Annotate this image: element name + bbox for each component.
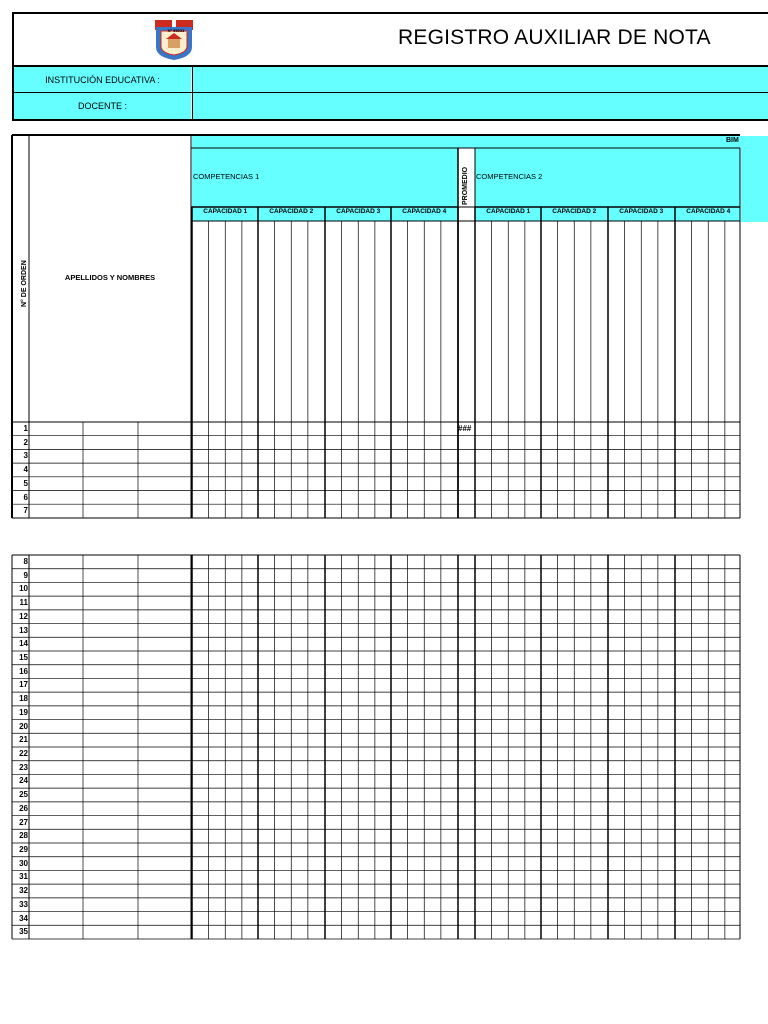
row-number: 8 xyxy=(23,557,28,566)
row-number: 13 xyxy=(19,625,28,635)
row-number: 33 xyxy=(19,899,28,909)
capacidad-1-4-label: CAPACIDAD 4 xyxy=(402,208,447,215)
badge-text: N° 55031 xyxy=(167,28,185,33)
row-number: 5 xyxy=(23,478,28,488)
row-number: 29 xyxy=(19,845,28,854)
row-number: 34 xyxy=(19,913,28,923)
row-number: 2 xyxy=(23,437,28,447)
capacidad-2-2-label: CAPACIDAD 2 xyxy=(552,208,597,215)
capacidad-1-3-label: CAPACIDAD 3 xyxy=(336,208,381,215)
names-header: APELLIDOS Y NOMBRES xyxy=(64,273,156,282)
institution-label: INSTITUCIÓN EDUCATIVA : xyxy=(14,67,191,92)
row-number: 26 xyxy=(19,803,28,813)
row-number: 6 xyxy=(23,492,28,502)
bimester-band xyxy=(192,136,768,148)
row-number: 25 xyxy=(19,790,28,800)
row-number: 1 xyxy=(23,424,28,433)
row-number: 17 xyxy=(19,680,28,690)
row-number: 35 xyxy=(19,927,28,937)
row-number: 27 xyxy=(19,817,28,827)
row-number: 4 xyxy=(23,465,28,475)
teacher-label: DOCENTE : xyxy=(14,93,191,119)
competencia-1-label: COMPETENCIAS 1 xyxy=(193,172,260,181)
row-number: 30 xyxy=(19,858,28,868)
capacidad-1-2-label: CAPACIDAD 2 xyxy=(269,208,314,215)
row-number: 3 xyxy=(23,451,28,461)
row-number: 16 xyxy=(19,666,28,676)
row-number: 11 xyxy=(19,598,28,608)
row-number: 22 xyxy=(19,749,28,758)
row-number: 12 xyxy=(19,611,28,621)
row-number: 21 xyxy=(19,735,28,745)
edge-band xyxy=(741,136,768,222)
row-number: 32 xyxy=(19,886,28,896)
capacidad-2-4-label: CAPACIDAD 4 xyxy=(686,208,731,215)
period-label: BIM xyxy=(726,137,739,144)
capacidad-2-1-label: CAPACIDAD 1 xyxy=(486,208,531,215)
page-title: REGISTRO AUXILIAR DE NOTA xyxy=(398,26,711,49)
order-header: N° DE ORDEN xyxy=(21,260,28,307)
row-number: 18 xyxy=(19,694,28,704)
row-number: 10 xyxy=(19,584,28,594)
row-number: 14 xyxy=(19,639,28,649)
row-number: 28 xyxy=(19,831,28,841)
promedio-value: ### xyxy=(458,424,472,433)
row-number: 24 xyxy=(19,776,28,786)
row-number: 20 xyxy=(19,721,28,731)
row-number: 19 xyxy=(19,707,28,717)
capacidad-2-3-label: CAPACIDAD 3 xyxy=(619,208,664,215)
row-number: 23 xyxy=(19,762,28,772)
row-number: 9 xyxy=(23,570,28,580)
row-number: 31 xyxy=(19,872,28,882)
capacidad-1-1-label: CAPACIDAD 1 xyxy=(203,208,248,215)
row-number: 7 xyxy=(23,506,28,516)
competencia-2-label: COMPETENCIAS 2 xyxy=(476,172,543,181)
row-number: 15 xyxy=(19,653,28,662)
promedio-header: PROMEDIO xyxy=(462,166,469,205)
